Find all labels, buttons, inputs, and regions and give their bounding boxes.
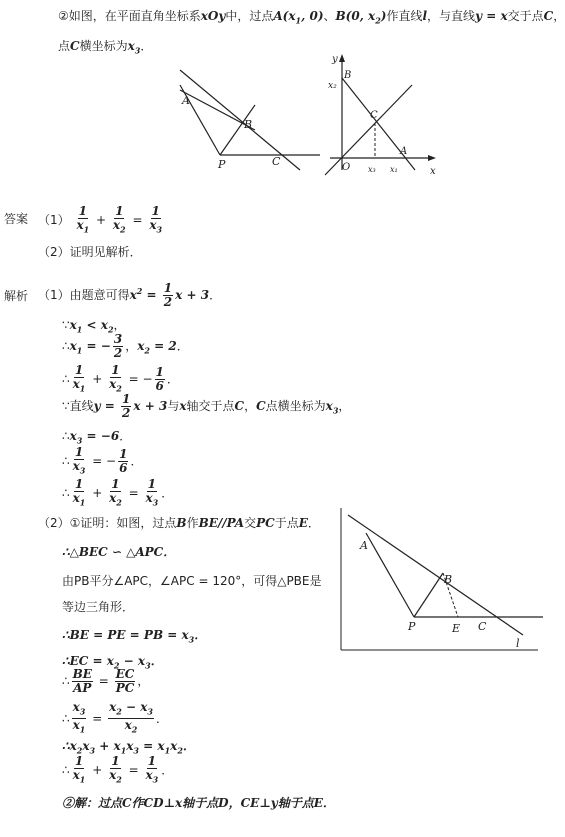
step-6: ∴ $\frac{1}{x_3}$ = − $\frac{1}{6}$ ． [62,445,143,476]
label-x1: x₁ [390,165,398,174]
label-x2: x₂ [328,81,337,91]
part-2: ②解：过点C作CD⊥x轴于点D，CE⊥y轴于点E． [62,796,335,810]
step-bisect-2: 等边三角形． [62,600,135,614]
question-line-1: ②如图，在平面直角坐标系xOy中，过点$A(x_1$, 0)、B(0, $x_2$)作直线l，与直线y = x交于点C， [58,9,565,26]
label-x: x [430,166,436,177]
step-be: ∴BE = PE = PB = $x_3$． [62,628,207,645]
step-bisect: 由PB平分∠APC，∠APC = 120°，可得△PBE是 [62,574,322,588]
analysis-1: （1）由题意可得$x^2$ = $\frac{1}{2}$ x + 3． [38,281,222,309]
proof-label-A: A [360,539,368,552]
question-line-2: 点C横坐标为$x_3$． [58,39,153,56]
answer-label: 答案 [4,212,29,226]
label-C2: C [370,110,378,121]
analysis-label: 解析 [4,289,29,303]
step-5: $\therefore x_3 = -6$． [62,429,132,446]
step-7: ∴ $\frac{1}{x_1}$ + $\frac{1}{x_2}$ = $\frac{1}{x_3}$ ． [62,477,174,508]
label-C: C [272,155,281,168]
label-x3: x₃ [368,165,376,174]
proof-label-B: B [444,573,453,586]
step-4: ∵直线y = $\frac{1}{2}$ x + 3与x轴交于点C，C点横坐标为$x_3$， [62,392,351,420]
step-ec: ∴EC = $x_2 - x_3$． [62,654,163,671]
proof-label-P: P [408,620,416,633]
analysis-2: （2）①证明：如图，过点B作BE//PA交PC于点E． [38,516,320,530]
answer-2: （2）证明见解析． [38,245,142,259]
figure-proof [338,505,543,655]
answer-1: （1） $\frac{1}{x_1}$ + $\frac{1}{x_2}$ = $\frac{1}{x_3}$ [38,204,163,235]
step-ratio-2: ∴ $\frac{x_3}{x_1}$ = $\frac{x_2 - x_3}{x_2}$ ． [62,700,168,735]
step-prod: $\therefore x_2x_3 + x_1x_3 = x_1x_2$． [62,739,195,756]
proof-label-C: C [478,620,487,633]
figure-right-coords [320,50,440,180]
step-final: ∴ $\frac{1}{x_1}$ + $\frac{1}{x_2}$ = $\frac{1}{x_3}$ ． [62,754,174,785]
label-B: B [244,118,253,131]
proof-label-E: E [452,622,461,635]
label-O: O [342,162,351,173]
figure-left [160,60,330,180]
step-ratio: ∴ $\frac{BE}{AP}$ = $\frac{EC}{PC}$ ， [62,667,150,695]
label-B2: B [344,70,352,81]
step-similar: ∴△BEC ∽ △APC． [62,545,176,559]
label-y: y [332,54,338,65]
label-P: P [218,158,226,171]
step-2: $\therefore x_1$ = − $\frac{3}{2}$ ，$x_2 = 2$． [62,332,189,360]
label-A2: A [400,146,408,157]
proof-label-l: l [516,637,520,650]
step-3: ∴ $\frac{1}{x_1}$ + $\frac{1}{x_2}$ = − $\frac{1}{6}$ ． [62,363,179,394]
label-A: A [182,94,190,107]
step-1: $\because x_1 < x_2$， [62,318,126,335]
